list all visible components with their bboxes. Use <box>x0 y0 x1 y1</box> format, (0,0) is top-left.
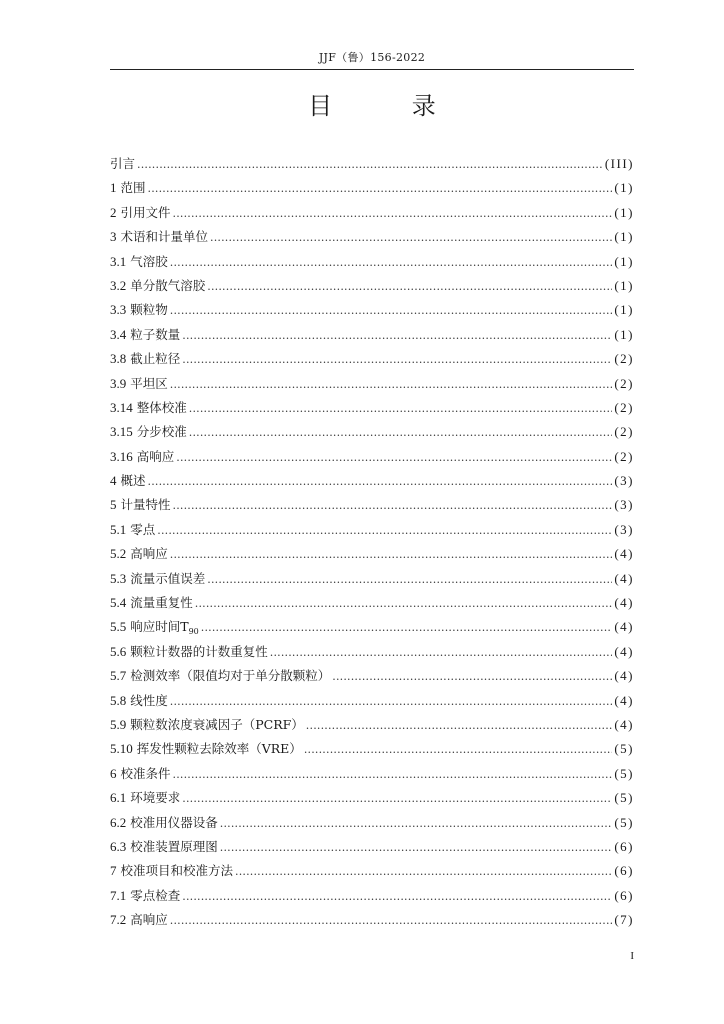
toc-entry[interactable] <box>110 154 634 178</box>
toc-entry[interactable] <box>110 520 634 544</box>
toc-entry-title: 气溶胶 <box>130 253 168 269</box>
toc-entry-page: (2) <box>614 424 634 440</box>
toc-entry-page: (2) <box>614 399 634 415</box>
toc-leader-dots <box>220 838 613 858</box>
toc-entry[interactable] <box>110 642 634 666</box>
toc-entry-label <box>110 422 187 442</box>
toc-entry-title: 校准用仪器设备 <box>130 814 218 830</box>
toc-entry-title: 高响应 <box>130 912 168 928</box>
toc-entry-label <box>110 252 168 272</box>
toc-entry-title: 截止粒径 <box>130 351 181 367</box>
toc-entry-title: 整体校准 <box>136 399 187 415</box>
toc-entry-title: 流量示值误差 <box>130 570 206 586</box>
toc-entry-number: 5.8 <box>110 692 127 708</box>
toc-entry-title: 线性度 <box>130 692 168 708</box>
toc-leader-dots <box>270 643 613 663</box>
toc-entry-page: (1) <box>614 253 634 269</box>
toc-leader-dots <box>182 326 612 346</box>
toc-leader-dots <box>137 155 603 175</box>
toc-entry[interactable] <box>110 837 634 861</box>
toc-entry[interactable] <box>110 739 634 763</box>
toc-entry-page: (3) <box>614 473 634 489</box>
toc-entry-title: 粒子数量 <box>130 326 181 342</box>
toc-entry[interactable] <box>110 374 634 398</box>
toc-entry-label <box>110 325 180 345</box>
toc-entry-number: 5.10 <box>110 741 133 757</box>
toc-entry-number: 6.2 <box>110 814 127 830</box>
running-header: JJF（鲁）156-2022 <box>318 51 426 64</box>
toc-leader-dots <box>170 301 613 321</box>
toc-entry[interactable] <box>110 398 634 422</box>
toc-entry-title: 高响应 <box>136 448 175 464</box>
toc-entry-title: 挥发性颗粒去除效率（VRE） <box>136 741 302 757</box>
toc-leader-dots <box>176 448 612 468</box>
toc-leader-dots <box>306 716 613 736</box>
page-number: I <box>630 950 634 962</box>
toc-leader-dots <box>173 496 613 516</box>
toc-entry-label <box>110 544 168 564</box>
toc-entry-title: 平坦区 <box>130 375 168 391</box>
toc-entry-number: 3.15 <box>110 424 133 440</box>
toc-entry-number: 5.2 <box>110 546 127 562</box>
toc-entry-number: 3.4 <box>110 326 127 342</box>
toc-entry-label <box>110 447 174 467</box>
toc-entry-page: (4) <box>614 570 634 586</box>
toc-entry-page: (4) <box>614 595 634 611</box>
toc-entry-page: (1) <box>614 229 634 245</box>
toc-entry[interactable] <box>110 300 634 324</box>
toc-entry-page: (5) <box>614 765 634 781</box>
toc-leader-dots <box>304 740 613 760</box>
toc-leader-dots <box>173 204 613 224</box>
toc-entry-page: (4) <box>614 716 634 732</box>
toc-entry-title: 计量特性 <box>120 497 171 513</box>
toc-entry-label <box>110 398 187 418</box>
toc-entry[interactable] <box>110 276 634 300</box>
toc-leader-dots <box>182 887 612 907</box>
toc-entry-number: 1 <box>110 180 117 196</box>
toc-entry-number: 5.3 <box>110 570 127 586</box>
toc-entry[interactable] <box>110 495 634 519</box>
toc-entry-number: 5 <box>110 497 117 513</box>
toc-entry[interactable] <box>110 447 634 471</box>
toc-entry-label <box>110 203 171 223</box>
toc-entry-page: (1) <box>614 204 634 220</box>
toc-entry-title: 引用文件 <box>120 204 171 220</box>
toc-entry-title: 高响应 <box>130 546 168 562</box>
toc-entry-label <box>110 520 155 540</box>
toc-entry-title: 颗粒数浓度衰减因子（PCRF） <box>130 716 304 732</box>
toc-entry-number: 3 <box>110 229 117 245</box>
toc-leader-dots <box>207 570 612 590</box>
toc-entry[interactable] <box>110 715 634 739</box>
toc-entry-page: (2) <box>614 375 634 391</box>
toc-entry-page: (5) <box>614 790 634 806</box>
toc-entry-page: (1) <box>614 302 634 318</box>
toc-entry[interactable] <box>110 325 634 349</box>
toc-entry-page: (5) <box>614 814 634 830</box>
header-rule <box>110 69 634 70</box>
toc-entry-page: (1) <box>614 277 634 293</box>
toc-leader-dots <box>332 667 612 687</box>
toc-entry-page: (4) <box>614 619 634 635</box>
toc-entry-title: 零点检查 <box>130 887 181 903</box>
toc-entry-label <box>110 593 193 613</box>
toc-entry-title: 环境要求 <box>130 790 181 806</box>
toc-entry-label <box>110 691 168 711</box>
toc-entry-page: (4) <box>614 692 634 708</box>
toc-entry-number: 6.1 <box>110 790 127 806</box>
toc-entry-label <box>110 861 233 881</box>
toc-entry-title: 概述 <box>120 473 146 489</box>
toc-entry-number: 5.4 <box>110 595 127 611</box>
toc-entry-page: (6) <box>614 863 634 879</box>
toc-entry-label <box>110 642 268 662</box>
toc-leader-dots <box>157 521 612 541</box>
toc-entry-label <box>110 495 171 515</box>
toc-leader-dots <box>195 594 613 614</box>
toc-entry-label <box>110 764 171 784</box>
toc-entry-number: 4 <box>110 473 117 489</box>
toc-entry-title: 术语和计量单位 <box>120 229 208 245</box>
toc-entry-number: 3.2 <box>110 277 127 293</box>
toc-entry-label <box>110 154 135 174</box>
toc-entry-label <box>110 349 180 369</box>
toc-entry-number: 7 <box>110 863 117 879</box>
toc-entry-page: (3) <box>614 521 634 537</box>
toc-entry-title: 流量重复性 <box>130 595 193 611</box>
toc-entry-number: 6.3 <box>110 838 127 854</box>
toc-entry-number: 3.8 <box>110 351 127 367</box>
toc-entry[interactable] <box>110 910 634 934</box>
toc-leader-dots <box>220 814 613 834</box>
toc-entry-label <box>110 178 146 198</box>
toc-entry[interactable] <box>110 813 634 837</box>
toc-entry-title: 分步校准 <box>136 424 187 440</box>
toc-entry-title: 检测效率（限值均对于单分散颗粒） <box>130 668 331 684</box>
toc-entry-subscript: 90 <box>188 627 199 637</box>
toc-leader-dots <box>189 399 613 419</box>
toc-entry[interactable] <box>110 788 634 812</box>
toc-entry[interactable] <box>110 252 634 276</box>
toc-entry-page: (3) <box>614 497 634 513</box>
toc-entry-label <box>110 739 302 759</box>
toc-entry-page: (1) <box>614 180 634 196</box>
toc-leader-dots <box>182 789 612 809</box>
toc-entry-title: 零点 <box>130 521 156 537</box>
toc-leader-dots <box>170 692 613 712</box>
toc-leader-dots <box>210 228 612 248</box>
toc-leader-dots <box>173 765 613 785</box>
toc-entry-page: (6) <box>614 887 634 903</box>
toc-entry[interactable] <box>110 617 634 641</box>
toc-entry-label <box>110 910 168 930</box>
toc-entry-label <box>110 471 146 491</box>
toc-entry[interactable] <box>110 422 634 446</box>
toc-entry-page: (III) <box>604 156 634 171</box>
toc-leader-dots <box>148 179 613 199</box>
toc-entry-label <box>110 276 205 296</box>
toc-entry[interactable] <box>110 593 634 617</box>
toc-entry-title: 颗粒计数器的计数重复性 <box>130 643 268 659</box>
toc-entry-title: 范围 <box>120 180 146 196</box>
toc-entry-title: 颗粒物 <box>130 302 168 318</box>
toc-entry-number: 5.9 <box>110 716 127 732</box>
toc-entry[interactable] <box>110 471 634 495</box>
toc-entry-page: (2) <box>614 448 634 464</box>
toc-entry-number: 2 <box>110 204 117 220</box>
toc-entry[interactable] <box>110 666 634 690</box>
toc-entry-label <box>110 715 304 735</box>
toc-entry-page: (1) <box>614 326 634 342</box>
toc-entry-title: 响应时间T <box>130 619 189 635</box>
toc-leader-dots <box>148 472 613 492</box>
toc-leader-dots <box>170 911 613 931</box>
toc-leader-dots <box>170 545 613 565</box>
toc-leader-dots <box>182 350 612 370</box>
toc-entry[interactable] <box>110 544 634 568</box>
toc-entry-number: 3.3 <box>110 302 127 318</box>
toc-entry-label <box>110 837 218 857</box>
toc-entry-number: 3.14 <box>110 399 133 415</box>
toc-entry-page: (4) <box>614 643 634 659</box>
toc-entry-label <box>110 813 218 833</box>
toc-entry-label <box>110 666 330 686</box>
toc-entry[interactable] <box>110 349 634 373</box>
toc-entry-label <box>110 569 205 589</box>
toc-entry-page: (6) <box>614 838 634 854</box>
toc-entry-number: 5.6 <box>110 643 127 659</box>
toc-entry-label <box>110 374 168 394</box>
toc-entry[interactable] <box>110 886 634 910</box>
toc-leader-dots <box>207 277 612 297</box>
table-of-contents <box>110 154 634 935</box>
toc-entry-number: 6 <box>110 765 117 781</box>
toc-leader-dots <box>170 253 613 273</box>
toc-leader-dots <box>189 423 613 443</box>
toc-entry-number: 3.1 <box>110 253 127 269</box>
toc-entry[interactable] <box>110 691 634 715</box>
toc-entry-number: 7.2 <box>110 912 127 928</box>
page-title: 目 录 <box>308 92 472 120</box>
toc-entry[interactable] <box>110 861 634 885</box>
toc-leader-dots <box>201 618 613 638</box>
toc-entry-label <box>110 788 180 808</box>
toc-entry[interactable] <box>110 203 634 227</box>
toc-entry-title: 校准装置原理图 <box>130 838 218 854</box>
toc-entry-page: (5) <box>614 741 634 757</box>
toc-entry[interactable] <box>110 569 634 593</box>
toc-entry-number: 5.7 <box>110 668 127 684</box>
toc-entry-label <box>110 300 168 320</box>
toc-entry[interactable] <box>110 764 634 788</box>
toc-entry-label <box>110 886 180 906</box>
toc-entry-number: 7.1 <box>110 887 127 903</box>
toc-entry-title: 校准项目和校准方法 <box>120 863 233 879</box>
toc-entry-page: (2) <box>614 351 634 367</box>
toc-entry-title: 引言 <box>110 156 136 171</box>
toc-entry-label <box>110 227 208 247</box>
toc-entry[interactable] <box>110 178 634 202</box>
toc-entry[interactable] <box>110 227 634 251</box>
toc-entry-number: 5.1 <box>110 521 127 537</box>
toc-entry-title: 校准条件 <box>120 765 171 781</box>
toc-entry-page: (4) <box>614 668 634 684</box>
toc-entry-number: 3.9 <box>110 375 127 391</box>
toc-entry-label <box>110 617 199 641</box>
toc-leader-dots <box>235 862 612 882</box>
toc-entry-title: 单分散气溶胶 <box>130 277 206 293</box>
toc-leader-dots <box>170 375 613 395</box>
toc-entry-page: (4) <box>614 546 634 562</box>
toc-entry-page: (7) <box>614 912 634 928</box>
toc-entry-number: 5.5 <box>110 619 127 635</box>
toc-entry-number: 3.16 <box>110 448 133 464</box>
